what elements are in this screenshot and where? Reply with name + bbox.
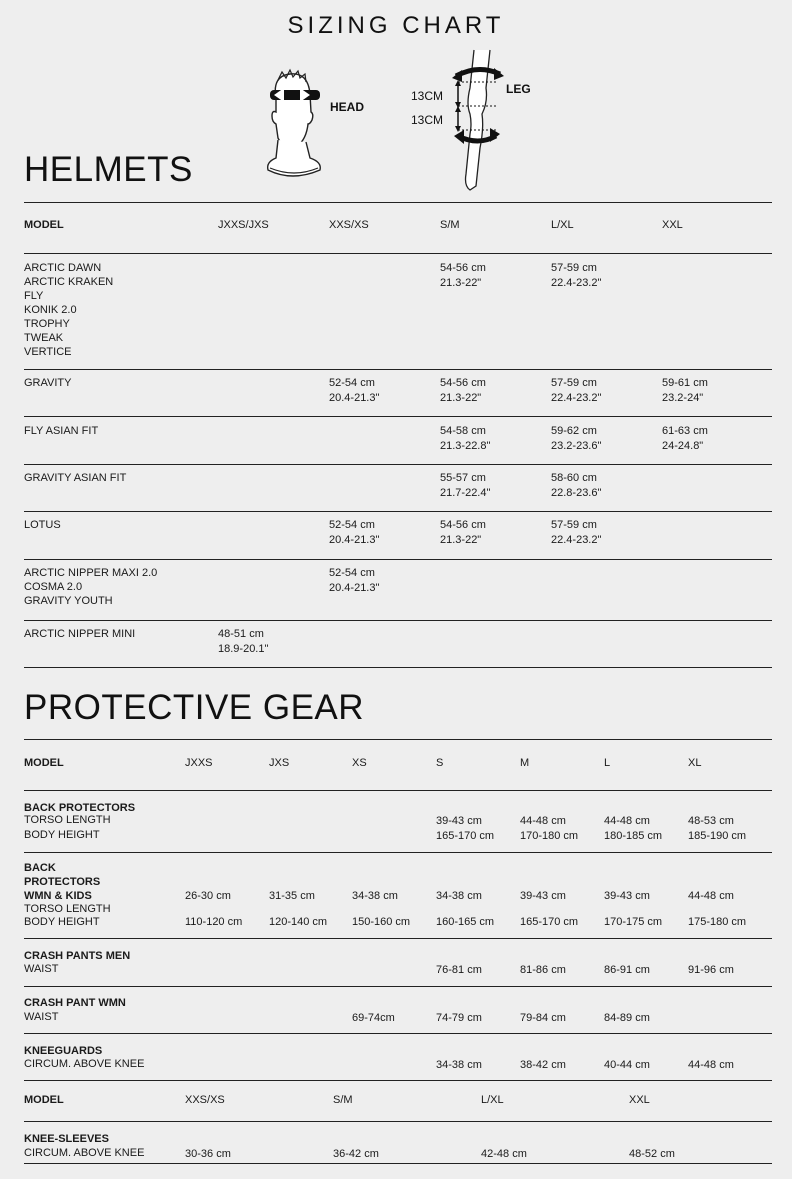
divider <box>24 369 772 370</box>
helmet-size-value: 57-59 cm <box>551 262 597 274</box>
gear-measurement-label: BODY HEIGHT <box>24 916 100 928</box>
helmet-size-value: 57-59 cm <box>551 377 597 389</box>
column-header-size: S/M <box>333 1094 353 1106</box>
helmet-model-name: GRAVITY YOUTH <box>24 595 113 607</box>
helmet-size-value: 18.9-20.1" <box>218 643 269 655</box>
head-illustration-icon <box>256 68 328 192</box>
column-header-size: S/M <box>440 219 460 231</box>
helmet-model-name: GRAVITY ASIAN FIT <box>24 472 127 484</box>
gear-measurement-label: BODY HEIGHT <box>24 829 100 841</box>
gear-size-value: 110-120 cm <box>185 916 243 928</box>
helmet-size-value: 55-57 cm <box>440 472 486 484</box>
divider <box>24 1163 772 1164</box>
gear-size-value: 26-30 cm <box>185 890 231 902</box>
gear-size-value: 39-43 cm <box>436 815 482 827</box>
divider <box>24 511 772 512</box>
gear-measurement-label: CIRCUM. ABOVE KNEE <box>24 1058 145 1070</box>
column-header-size: XS <box>352 757 367 769</box>
column-header-size: XL <box>688 757 702 769</box>
helmet-model-name: GRAVITY <box>24 377 72 389</box>
helmet-size-value: 21.3-22" <box>440 277 482 289</box>
helmet-model-name: KONIK 2.0 <box>24 304 77 316</box>
gear-size-value: 34-38 cm <box>352 890 398 902</box>
gear-size-value: 48-52 cm <box>629 1148 675 1160</box>
gear-size-value: 74-79 cm <box>436 1012 482 1024</box>
page-title: SIZING CHART <box>287 12 505 39</box>
column-header-size: XXL <box>662 219 683 231</box>
helmet-size-value: 22.8-23.6" <box>551 487 602 499</box>
gear-size-value: 86-91 cm <box>604 964 650 976</box>
gear-size-value: 84-89 cm <box>604 1012 650 1024</box>
head-label: HEAD <box>330 100 365 114</box>
gear-size-value: 150-160 cm <box>352 916 411 928</box>
helmet-size-value: 52-54 cm <box>329 519 375 531</box>
divider <box>24 1033 772 1034</box>
helmet-size-value: 20.4-21.3" <box>329 534 380 546</box>
gear-size-value: 44-48 cm <box>520 815 566 827</box>
gear-size-value: 165-170 cm <box>520 916 579 928</box>
helmet-model-name: ARCTIC NIPPER MAXI 2.0 <box>24 567 158 579</box>
helmet-size-value: 23.2-23.6" <box>551 440 602 452</box>
divider <box>24 938 772 939</box>
helmet-size-value: 20.4-21.3" <box>329 392 380 404</box>
gear-name: KNEEGUARDS <box>24 1045 103 1057</box>
sizing-diagram <box>250 48 550 196</box>
gear-size-value: 31-35 cm <box>269 890 315 902</box>
gear-size-value: 170-180 cm <box>520 830 579 842</box>
divider <box>24 1121 772 1122</box>
gear-size-value: 42-48 cm <box>481 1148 527 1160</box>
helmet-size-value: 58-60 cm <box>551 472 597 484</box>
divider <box>24 739 772 740</box>
column-header-size: XXL <box>629 1094 650 1106</box>
helmet-size-value: 21.3-22.8" <box>440 440 491 452</box>
gear-name: PROTECTORS <box>24 876 101 888</box>
helmet-size-value: 54-58 cm <box>440 425 486 437</box>
column-header-model: MODEL <box>24 757 64 769</box>
gear-name: BACK PROTECTORS <box>24 802 136 814</box>
helmet-size-value: 22.4-23.2" <box>551 392 602 404</box>
column-header-model: MODEL <box>24 219 64 231</box>
divider <box>24 620 772 621</box>
divider <box>24 464 772 465</box>
gear-size-value: 34-38 cm <box>436 1059 482 1071</box>
gear-size-value: 91-96 cm <box>688 964 734 976</box>
helmet-size-value: 22.4-23.2" <box>551 277 602 289</box>
gear-size-value: 175-180 cm <box>688 916 747 928</box>
helmet-size-value: 61-63 cm <box>662 425 708 437</box>
helmet-size-value: 57-59 cm <box>551 519 597 531</box>
helmet-model-name: LOTUS <box>24 519 61 531</box>
helmet-model-name: TWEAK <box>24 332 64 344</box>
column-header-model: MODEL <box>24 1094 64 1106</box>
divider <box>24 202 772 203</box>
gear-size-value: 36-42 cm <box>333 1148 379 1160</box>
helmet-model-name: TROPHY <box>24 318 70 330</box>
gear-name: WMN & KIDS <box>24 890 92 902</box>
helmet-size-value: 21.7-22.4" <box>440 487 491 499</box>
gear-size-value: 120-140 cm <box>269 916 328 928</box>
helmet-size-value: 54-56 cm <box>440 377 486 389</box>
gear-size-value: 69-74cm <box>352 1012 395 1024</box>
column-header-size: L/XL <box>481 1094 504 1106</box>
helmet-size-value: 54-56 cm <box>440 519 486 531</box>
helmet-size-value: 21.3-22" <box>440 534 482 546</box>
gear-name: CRASH PANTS MEN <box>24 950 131 962</box>
divider <box>24 416 772 417</box>
gear-name: CRASH PANT WMN <box>24 997 126 1009</box>
helmet-size-value: 20.4-21.3" <box>329 582 380 594</box>
helmet-size-value: 23.2-24" <box>662 392 704 404</box>
gear-size-value: 180-185 cm <box>604 830 663 842</box>
gear-size-value: 39-43 cm <box>604 890 650 902</box>
divider <box>24 986 772 987</box>
helmet-model-name: COSMA 2.0 <box>24 581 83 593</box>
gear-size-value: 160-165 cm <box>436 916 495 928</box>
gear-size-value: 185-190 cm <box>688 830 747 842</box>
gear-size-value: 39-43 cm <box>520 890 566 902</box>
helmet-model-name: VERTICE <box>24 346 72 358</box>
helmets-heading: HELMETS <box>24 150 193 189</box>
column-header-size: L <box>604 757 611 769</box>
leg-measure-upper: 13CM <box>411 89 444 103</box>
gear-measurement-label: WAIST <box>24 963 59 975</box>
gear-size-value: 81-86 cm <box>520 964 566 976</box>
gear-size-value: 79-84 cm <box>520 1012 566 1024</box>
divider <box>24 852 772 853</box>
helmet-model-name: FLY ASIAN FIT <box>24 425 99 437</box>
helmet-model-name: ARCTIC KRAKEN <box>24 276 114 288</box>
gear-name: BACK <box>24 862 56 874</box>
gear-name: KNEE-SLEEVES <box>24 1133 109 1145</box>
helmet-size-value: 54-56 cm <box>440 262 486 274</box>
gear-measurement-label: TORSO LENGTH <box>24 814 111 826</box>
helmet-size-value: 21.3-22" <box>440 392 482 404</box>
helmet-size-value: 52-54 cm <box>329 377 375 389</box>
column-header-size: S <box>436 757 444 769</box>
gear-measurement-label: WAIST <box>24 1011 59 1023</box>
gear-size-value: 44-48 cm <box>688 890 734 902</box>
helmet-size-value: 52-54 cm <box>329 567 375 579</box>
divider <box>24 253 772 254</box>
gear-measurement-label: CIRCUM. ABOVE KNEE <box>24 1147 145 1159</box>
helmet-model-name: ARCTIC NIPPER MINI <box>24 628 136 640</box>
gear-size-value: 76-81 cm <box>436 964 482 976</box>
column-header-size: M <box>520 757 530 769</box>
gear-size-value: 38-42 cm <box>520 1059 566 1071</box>
column-header-size: XXS/XS <box>329 219 369 231</box>
gear-size-value: 44-48 cm <box>688 1059 734 1071</box>
divider <box>24 1080 772 1081</box>
gear-measurement-label: TORSO LENGTH <box>24 903 111 915</box>
gear-size-value: 165-170 cm <box>436 830 495 842</box>
leg-label: LEG <box>506 82 531 96</box>
leg-measure-lower: 13CM <box>411 113 444 127</box>
gear-size-value: 170-175 cm <box>604 916 663 928</box>
gear-size-value: 30-36 cm <box>185 1148 231 1160</box>
gear-size-value: 40-44 cm <box>604 1059 650 1071</box>
column-header-size: XXS/XS <box>185 1094 225 1106</box>
helmet-size-value: 59-61 cm <box>662 377 708 389</box>
divider <box>24 790 772 791</box>
column-header-size: JXXS/JXS <box>218 219 269 231</box>
column-header-size: JXXS <box>185 757 213 769</box>
helmet-model-name: ARCTIC DAWN <box>24 262 102 274</box>
helmet-model-name: FLY <box>24 290 44 302</box>
gear-size-value: 44-48 cm <box>604 815 650 827</box>
divider <box>24 559 772 560</box>
helmet-size-value: 48-51 cm <box>218 628 264 640</box>
leg-illustration-icon <box>450 48 510 194</box>
column-header-size: JXS <box>269 757 290 769</box>
helmet-size-value: 24-24.8" <box>662 440 704 452</box>
divider <box>24 667 772 668</box>
column-header-size: L/XL <box>551 219 574 231</box>
protective-gear-heading: PROTECTIVE GEAR <box>24 688 365 727</box>
gear-size-value: 48-53 cm <box>688 815 734 827</box>
helmet-size-value: 22.4-23.2" <box>551 534 602 546</box>
helmet-size-value: 59-62 cm <box>551 425 597 437</box>
gear-size-value: 34-38 cm <box>436 890 482 902</box>
